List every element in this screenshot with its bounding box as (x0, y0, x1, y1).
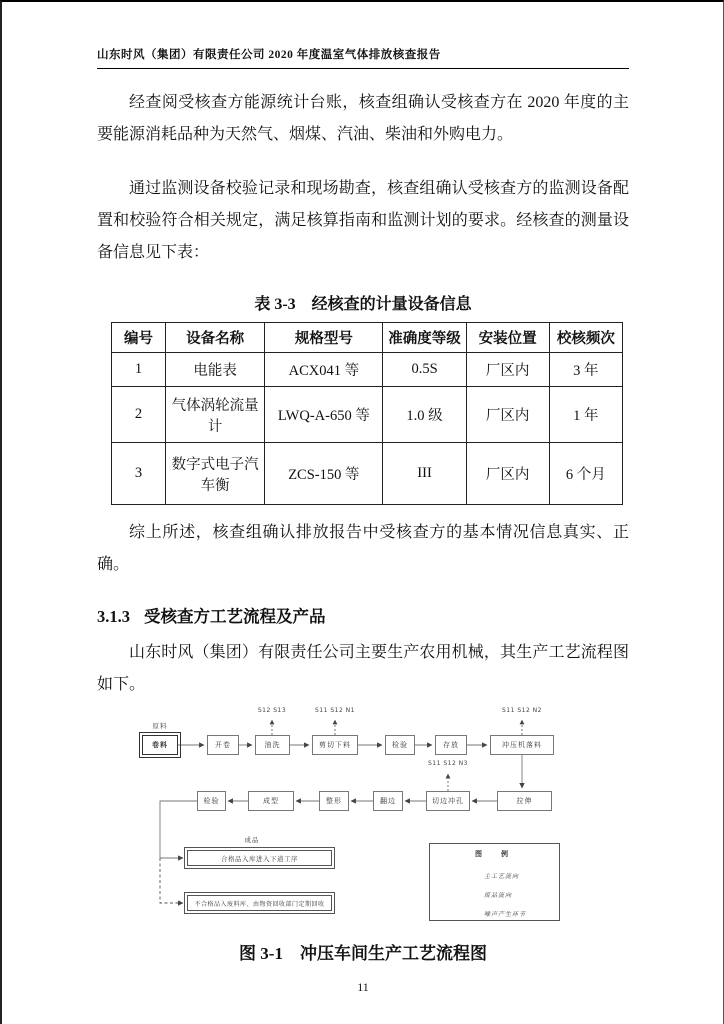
output-qualified-box: 合格品入库进入下道工序 (187, 850, 332, 866)
cell-device-name: 数字式电子汽车衡 (165, 443, 264, 505)
section-title: 受核查方工艺流程及产品 (144, 607, 326, 626)
cell-accuracy: III (383, 443, 466, 505)
table-header-row (112, 323, 623, 353)
table-row (112, 387, 623, 443)
process-step-oil-wash: 油洗 (255, 735, 290, 755)
col-header-location: 安装位置 (466, 323, 549, 353)
cell-model: ZCS-150 等 (265, 443, 383, 505)
process-step-drawing: 拉伸 (497, 791, 552, 811)
col-header-model: 规格型号 (265, 323, 383, 353)
noise-annotation: S11 S12 N3 (427, 760, 468, 767)
flowchart-connectors (2, 703, 724, 931)
raw-material-label: 原料 (152, 723, 168, 730)
paragraph-conclusion: 综上所述，核查组确认排放报告中受核查方的基本情况信息真实、正确。 (97, 524, 629, 573)
finished-product-label: 成品 (244, 837, 260, 844)
noise-annotation: S12 S13 (257, 707, 287, 714)
cell-location: 厂区内 (466, 387, 549, 443)
section-heading-3-1-3 (97, 603, 629, 627)
process-flowchart (2, 703, 724, 931)
process-step-uncoil: 开卷 (207, 735, 239, 755)
paragraph-monitoring-equipment: 通过监测设备校验记录和现场勘查，核查组确认受核查方的监测设备配置和校验符合相关规定，满足核算指南和监测计划的要求。经核查的测量设备信息见下表： (97, 180, 629, 261)
page-number: 11 (357, 980, 369, 994)
process-step-coil: 卷料 (142, 735, 178, 755)
col-header-accuracy: 准确度等级 (383, 323, 466, 353)
figure-caption: 图 3-1 冲压车间生产工艺流程图 (239, 944, 487, 963)
process-step-inspect-1: 检验 (385, 735, 415, 755)
noise-annotation: S11 S12 N2 (501, 707, 542, 714)
col-header-frequency: 校核频次 (549, 323, 622, 353)
legend-waste-flow-label: 废品流向 (484, 893, 513, 899)
table-row (112, 443, 623, 505)
process-step-shear-cut: 剪切下料 (312, 735, 358, 755)
cell-model: ACX041 等 (265, 353, 383, 387)
cell-accuracy: 1.0 级 (383, 387, 466, 443)
cell-id: 1 (112, 353, 166, 387)
paragraph-process-intro: 山东时风（集团）有限责任公司主要生产农用机械，其生产工艺流程图如下。 (97, 644, 629, 693)
legend-title: 图 例 (475, 850, 514, 858)
legend-main-flow-label: 主工艺流向 (484, 874, 520, 880)
report-header-title: 山东时风（集团）有限责任公司 2020 年度温室气体排放核查报告 (97, 46, 629, 69)
paragraph-energy-types: 经查阅受核查方能源统计台账，核查组确认受核查方在 2020 年度的主要能源消耗品种为天然气、烟煤、汽油、柴油和外购电力。 (97, 94, 629, 143)
process-step-storage: 存放 (435, 735, 467, 755)
table-caption: 表 3-3 经核查的计量设备信息 (254, 296, 472, 313)
process-step-reshaping: 整形 (319, 791, 349, 811)
cell-location: 厂区内 (466, 443, 549, 505)
cell-device-name: 电能表 (165, 353, 264, 387)
process-step-press-blanking: 冲压机落料 (490, 735, 554, 755)
process-step-forming: 成型 (248, 791, 294, 811)
col-header-id: 编号 (112, 323, 166, 353)
process-step-trim-punch: 切边冲孔 (426, 791, 470, 811)
process-step-flanging: 翻边 (373, 791, 403, 811)
cell-frequency: 1 年 (549, 387, 622, 443)
noise-annotation: S11 S12 N1 (314, 707, 355, 714)
cell-frequency: 3 年 (549, 353, 622, 387)
cell-model: LWQ-A-650 等 (265, 387, 383, 443)
legend-noise-source-label: 噪声产生环节 (484, 912, 527, 918)
cell-location: 厂区内 (466, 353, 549, 387)
cell-id: 3 (112, 443, 166, 505)
process-step-inspect-2: 检验 (197, 791, 226, 811)
cell-frequency: 6 个月 (549, 443, 622, 505)
table-row (112, 353, 623, 387)
cell-device-name: 气体涡轮流量计 (165, 387, 264, 443)
cell-id: 2 (112, 387, 166, 443)
metering-equipment-table (111, 322, 623, 505)
output-rejected-box: 不合格品入废料库、由物资回收部门定期回收 (187, 895, 332, 911)
cell-accuracy: 0.5S (383, 353, 466, 387)
section-number: 3.1.3 (97, 607, 130, 626)
col-header-device-name: 设备名称 (165, 323, 264, 353)
